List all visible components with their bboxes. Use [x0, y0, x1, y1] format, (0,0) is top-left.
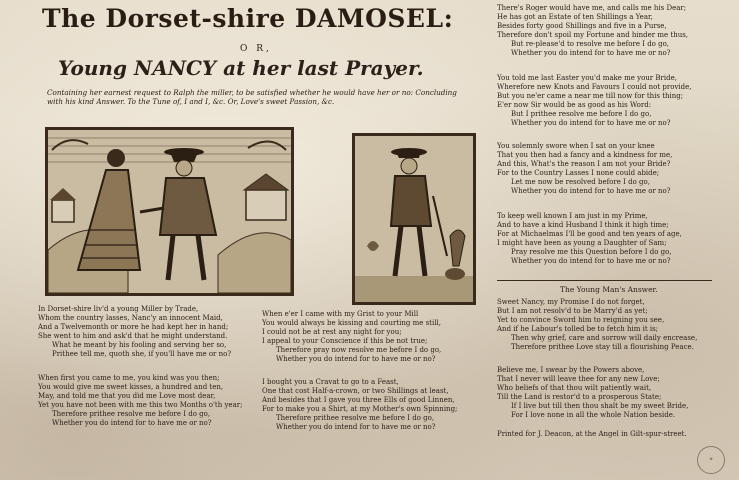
ballad-subtitle: Young NANCY at her last Prayer.: [58, 56, 424, 80]
stanza-2: [38, 374, 258, 427]
verse-line: Yet to convince Sword him to reigning you see,: [497, 315, 665, 324]
verse-line: Who beliefs of that thou wilt patiently wait,: [497, 383, 652, 392]
or-divider: O R,: [240, 44, 272, 54]
verse-line: One that cost Half-a-crown, or two Shillings at least,: [262, 386, 449, 395]
verse-line: May, and told me that you did me Love most dear,: [38, 391, 216, 400]
verse-line: She went to him and ask'd that he might understand.: [38, 331, 228, 340]
verse-line: You would always be kissing and courting me still,: [262, 318, 441, 327]
verse-line: Wherefore new Knots and Favours I could not provide,: [497, 82, 692, 91]
verse-line: I bought you a Cravat to go to a Feast,: [262, 378, 399, 386]
stanza-9: [497, 298, 719, 351]
verse-line: In Dorset-shire liv'd a young Miller by Trade,: [38, 305, 199, 313]
verse-line: But re-please'd to resolve me before I do go,: [511, 39, 670, 48]
verse-line: Therefore prithee resolve me before I do go,: [276, 413, 435, 422]
verse-line: Whether you do intend for to have me or no?: [276, 422, 436, 431]
stanza-6: [497, 74, 719, 127]
verse-line: Yet you have not been with me this two Months o'th year;: [38, 400, 243, 409]
intro-line: Containing her earnest request to Ralph the miller, to be satisfied whether he would have her or no: Concluding: [47, 88, 457, 97]
ballad-intro: [47, 88, 477, 106]
printer-imprint: Printed for J. Deacon, at the Angel in Gilt-spur-street.: [497, 430, 687, 438]
verse-line: There's Roger would have me, and calls me his Dear;: [497, 4, 687, 12]
verse-line: You solemnly swore when I sat on your knee: [497, 142, 655, 150]
section-divider: [497, 280, 712, 281]
verse-line: And if he Labour's tolled be to fetch him it is;: [497, 324, 659, 333]
answer-heading: The Young Man's Answer.: [560, 285, 658, 294]
verse-line: And to have a kind Husband I think it high time;: [497, 220, 669, 229]
stanza-8: [497, 212, 719, 265]
ballad-title: The Dorset-shire DAMOSEL:: [42, 4, 454, 33]
verse-line: That you then had a fancy and a kindness for me,: [497, 150, 673, 159]
stanza-5: [497, 4, 719, 57]
verse-line: Then why grief, care and sorrow will daily encrease,: [511, 333, 698, 342]
verse-line: But I prithee resolve me before I do go,: [511, 109, 652, 118]
verse-line: And this, What's the reason I am not your Bride?: [497, 159, 671, 168]
verse-line: When first you came to me, you kind was you then;: [38, 374, 220, 382]
verse-line: But I am not resolv'd to be Marry'd as yet;: [497, 306, 648, 315]
verse-line: Whether you do intend for to have me or no?: [276, 354, 436, 363]
verse-line: Whom the country lasses, Nanc'y an innocent Maid,: [38, 313, 223, 322]
verse-line: For I love none in all the whole Nation beside.: [511, 410, 676, 419]
verse-line: I appeal to your Conscience if this be not true;: [262, 336, 428, 345]
verse-line: That I never will leave thee for any new Love;: [497, 374, 660, 383]
verse-line: For to make you a Shirt, at my Mother's own Spinning;: [262, 404, 458, 413]
verse-line: But you ne'er came a near me till now for this thing;: [497, 91, 684, 100]
verse-line: I might have been as young a Daughter of Sam;: [497, 238, 667, 247]
stanza-1: [38, 305, 258, 358]
verse-line: I could not be at rest any night for you;: [262, 327, 402, 336]
verse-line: When e'er I came with my Grist to your Mill: [262, 310, 419, 318]
verse-line: You told me last Easter you'd make me your Bride,: [497, 74, 677, 82]
stanza-7: [497, 142, 719, 195]
verse-line: He has got an Estate of ten Shillings a Year,: [497, 12, 653, 21]
verse-line: Till the Land is restor'd to a prosperous State;: [497, 392, 662, 401]
woodcut-cavalier-image: [352, 133, 476, 305]
verse-line: And besides that I gave you three Ells of good Linnen,: [262, 395, 455, 404]
verse-line: Whether you do intend for to have me or no?: [52, 418, 212, 427]
verse-line: Pray resolve me this Question before I do go,: [511, 247, 672, 256]
verse-line: Whether you do intend for to have me or no?: [511, 186, 671, 195]
woodcut-couple-image: [45, 127, 294, 296]
stanza-10: [497, 366, 719, 419]
verse-line: Therefore pray now resolve me before I do go,: [276, 345, 442, 354]
verse-line: You would give me sweet kisses, a hundred and ten,: [38, 382, 224, 391]
stanza-3: [262, 310, 490, 363]
verse-line: Let me now be resolved before I do go,: [511, 177, 650, 186]
verse-line: What he meant by his fooling and serving her so,: [52, 340, 227, 349]
verse-line: For to the Country Lasses I none could abide;: [497, 168, 660, 177]
verse-line: Therefore don't spoil my Fortune and hinder me thus,: [497, 30, 689, 39]
verse-line: Besides forty good Shillings and five in a Purse,: [497, 21, 667, 30]
intro-line: with his kind Answer. To the Tune of, I and I, &c. Or, Love's sweet Passion, &c.: [47, 97, 335, 106]
verse-line: Whether you do intend for to have me or no?: [511, 256, 671, 265]
verse-line: If I live but till then thou shalt be my sweet Bride,: [511, 401, 689, 410]
verse-line: And a Twelvemonth or more he had kept her in hand;: [38, 322, 229, 331]
verse-line: To keep well known I am just in my Prime,: [497, 212, 648, 220]
verse-line: Therefore prithee Love stay till a flourishing Peace.: [511, 342, 694, 351]
verse-line: For at Michaelmas I'll be good and ten years of age,: [497, 229, 682, 238]
verse-line: Prithee tell me, quoth she, if you'll have me or no?: [52, 349, 232, 358]
verse-line: Therefore prithee resolve me before I do go,: [52, 409, 211, 418]
verse-line: E'er now Sir would be as good as his Word:: [497, 100, 652, 109]
library-stamp-icon: ✦: [697, 446, 725, 474]
stanza-4: [262, 378, 490, 431]
verse-line: Sweet Nancy, my Promise I do not forget,: [497, 298, 645, 306]
verse-line: Whether you do intend for to have me or no?: [511, 48, 671, 57]
verse-line: Whether you do intend for to have me or no?: [511, 118, 671, 127]
verse-line: Believe me, I swear by the Powers above,: [497, 366, 645, 374]
